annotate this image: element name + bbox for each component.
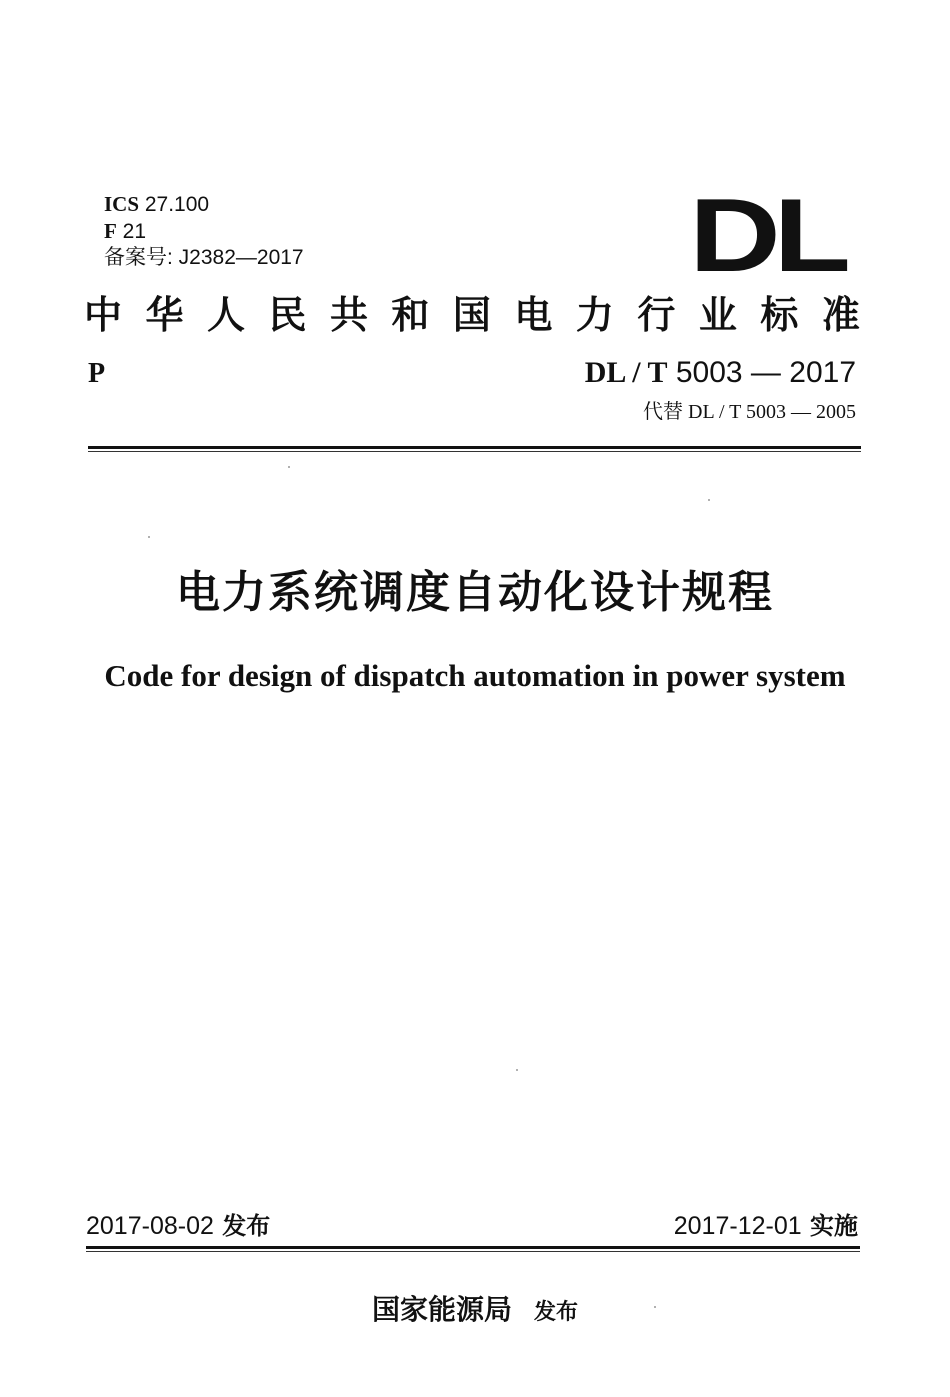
dl-logo: DL bbox=[689, 178, 844, 294]
national-standard-char: 共 bbox=[329, 292, 368, 337]
scan-speck bbox=[288, 466, 290, 468]
header-divider-thin bbox=[88, 451, 861, 452]
national-standard-char: 民 bbox=[268, 292, 307, 337]
header-divider-thick bbox=[88, 446, 861, 449]
filing-value: J2382—2017 bbox=[172, 246, 304, 269]
national-standard-char: 国 bbox=[452, 292, 491, 337]
issuing-authority bbox=[0, 1291, 950, 1333]
ics-label: ICS bbox=[104, 192, 140, 216]
ics-value: 27.100 bbox=[139, 193, 210, 216]
filing-label: 备案号: bbox=[104, 246, 173, 269]
category-letter: P bbox=[88, 358, 106, 389]
national-standard-heading bbox=[84, 292, 860, 338]
national-standard-char: 和 bbox=[391, 292, 430, 337]
national-standard-char: 标 bbox=[760, 292, 799, 337]
scan-speck bbox=[516, 1069, 518, 1071]
document-title-chinese: 电力系统调度自动化设计规程 bbox=[176, 567, 774, 618]
replaces-standard: 代替 DL / T 5003 — 2005 bbox=[643, 401, 856, 423]
issue-date-label: 发布 bbox=[213, 1212, 271, 1240]
national-standard-char: 华 bbox=[145, 292, 184, 337]
footer-divider-thin bbox=[86, 1251, 860, 1252]
filing-number bbox=[104, 246, 304, 270]
issue-date bbox=[86, 1210, 270, 1242]
standard-number-rest: 5003 — 2017 bbox=[667, 356, 856, 389]
classification-code bbox=[104, 219, 146, 244]
national-standard-char: 电 bbox=[514, 292, 553, 337]
effective-date-value: 2017-12-01 bbox=[673, 1212, 802, 1240]
national-standard-char: 人 bbox=[206, 292, 245, 337]
effective-date-label: 实施 bbox=[801, 1212, 858, 1240]
national-standard-char: 准 bbox=[821, 292, 860, 337]
national-standard-char: 行 bbox=[637, 292, 676, 337]
national-standard-char: 力 bbox=[575, 292, 614, 337]
issuer-action: 发布 bbox=[534, 1300, 579, 1325]
classification-value: 21 bbox=[116, 220, 147, 243]
classification-letter: F bbox=[104, 219, 117, 243]
ics-code bbox=[104, 192, 209, 217]
national-standard-char: 中 bbox=[84, 292, 123, 337]
scan-speck bbox=[148, 536, 150, 538]
issuer-organization: 国家能源局 bbox=[371, 1293, 512, 1326]
document-title-english: Code for design of dispatch automation in power system bbox=[104, 658, 846, 693]
standard-number bbox=[585, 356, 856, 390]
footer-divider-thick bbox=[86, 1246, 860, 1249]
issue-date-value: 2017-08-02 bbox=[86, 1212, 214, 1240]
scan-speck bbox=[708, 499, 710, 501]
standard-number-prefix: DL / T bbox=[584, 356, 668, 389]
effective-date bbox=[674, 1210, 858, 1242]
national-standard-char: 业 bbox=[698, 292, 737, 337]
